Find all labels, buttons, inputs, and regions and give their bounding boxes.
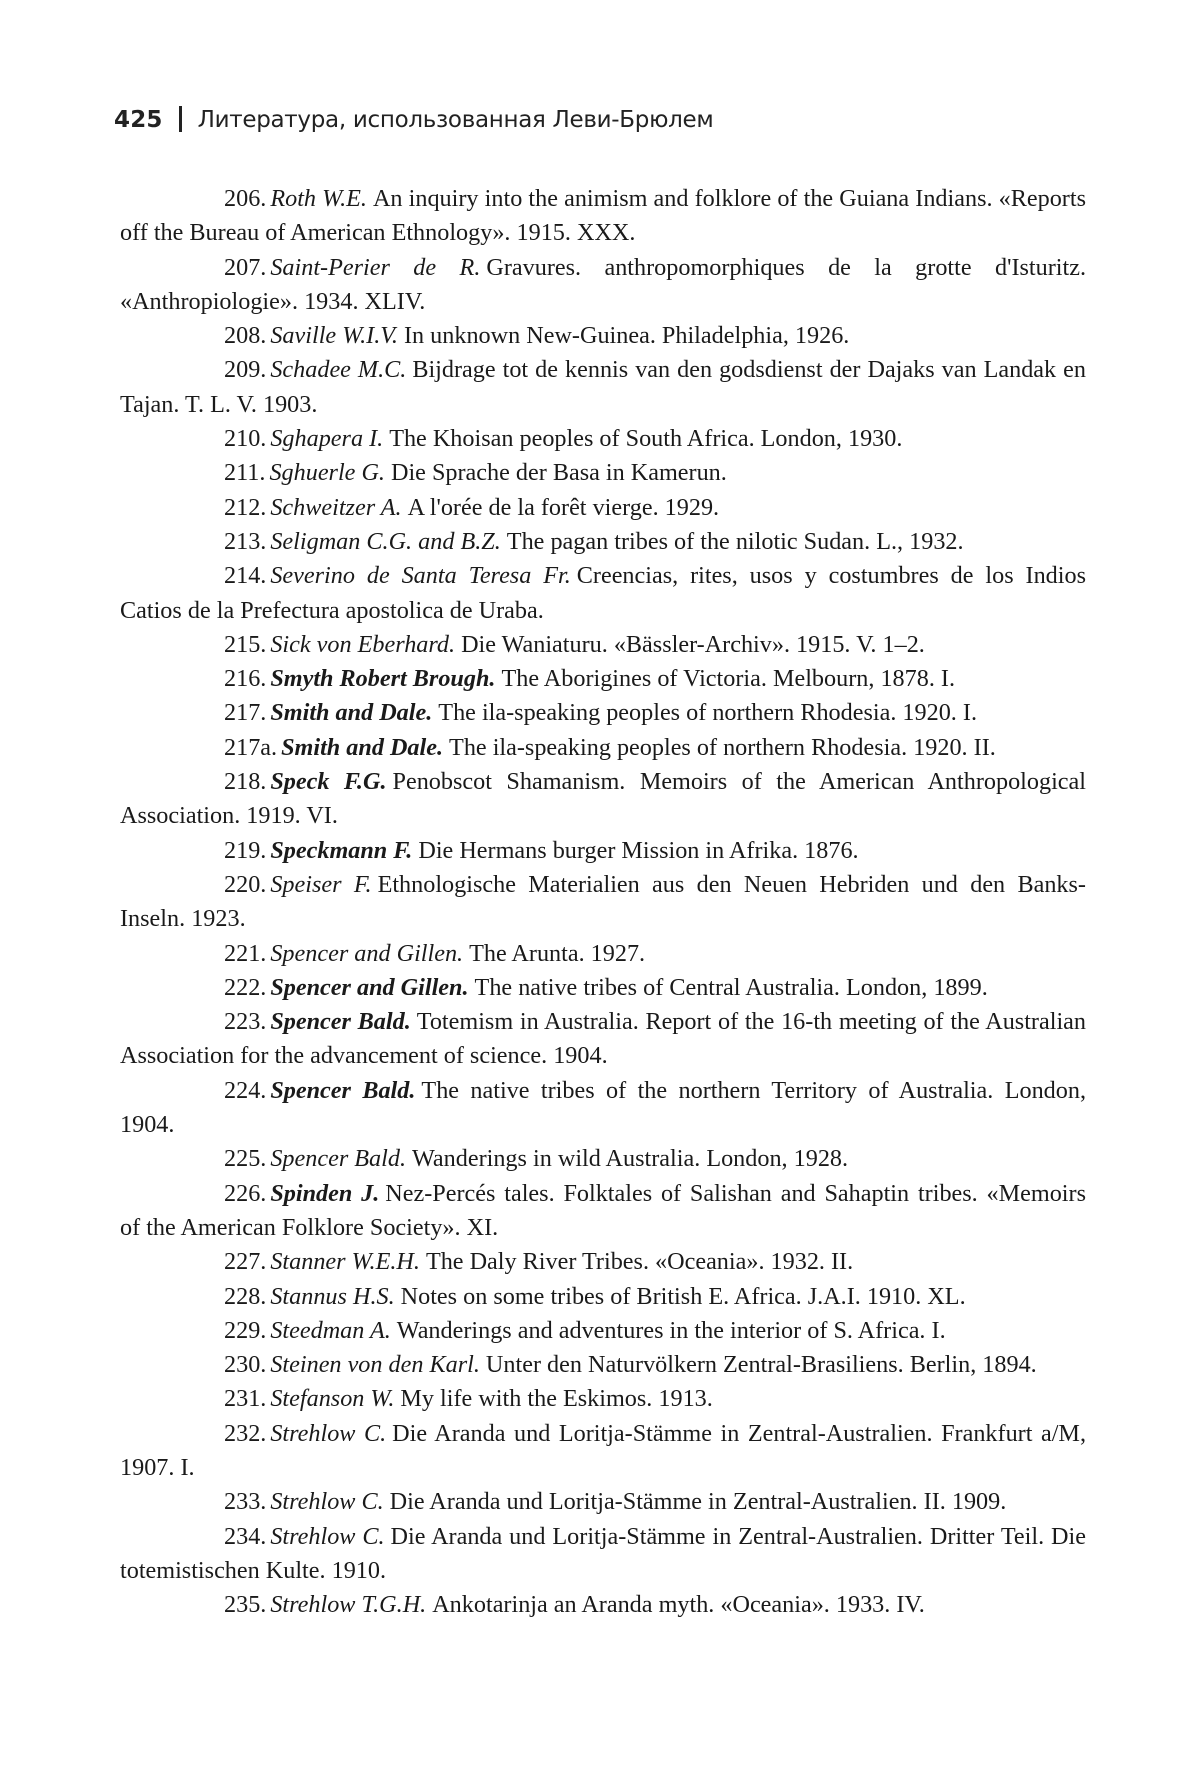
reference-author: Speckmann F. bbox=[270, 836, 413, 864]
page-number: 425 bbox=[114, 107, 163, 133]
reference-number: 217. bbox=[224, 699, 267, 727]
reference-entry bbox=[120, 1074, 1086, 1143]
reference-text: Die Aranda und Loritja-Stämme in Zentral-Australien. II. 1909. bbox=[389, 1488, 1007, 1516]
reference-entry bbox=[120, 1142, 1086, 1176]
reference-number: 215. bbox=[224, 630, 267, 658]
running-header bbox=[114, 106, 713, 133]
reference-text: Nez-Percés tales. Folktales of Salishan and Sahaptin tribes. «Memoirs of the American Folklore Society». XI. bbox=[120, 1179, 1086, 1241]
reference-number: 209. bbox=[224, 356, 267, 384]
reference-number: 235. bbox=[224, 1591, 267, 1619]
reference-number: 214. bbox=[224, 562, 267, 590]
reference-number: 222. bbox=[224, 973, 267, 1001]
reference-author: Spencer and Gillen. bbox=[270, 973, 469, 1001]
reference-entry bbox=[120, 696, 1086, 730]
reference-author: Schadee M.C. bbox=[270, 356, 407, 384]
reference-author: Spencer Bald. bbox=[270, 1076, 416, 1104]
reference-text: Die Aranda und Loritja-Stämme in Zentral-Australien. Frankfurt a/M, 1907. I. bbox=[120, 1419, 1086, 1481]
reference-author: Spencer Bald. bbox=[270, 1145, 407, 1173]
reference-text: Die Hermans burger Mission in Afrika. 1876. bbox=[418, 836, 859, 864]
reference-number: 219. bbox=[224, 836, 267, 864]
reference-text: In unknown New-Guinea. Philadelphia, 1926. bbox=[403, 322, 850, 350]
reference-number: 223. bbox=[224, 1008, 267, 1036]
reference-author: Smyth Robert Brough. bbox=[270, 665, 496, 693]
reference-entry bbox=[120, 1177, 1086, 1246]
reference-author: Stefanson W. bbox=[270, 1385, 395, 1413]
reference-number: 211. bbox=[224, 459, 266, 487]
reference-number: 216. bbox=[224, 665, 267, 693]
reference-author: Smith and Dale. bbox=[281, 733, 444, 761]
reference-text: A l'orée de la forêt vierge. 1929. bbox=[407, 493, 720, 521]
reference-number: 207. bbox=[224, 253, 267, 281]
reference-entry bbox=[120, 251, 1086, 320]
reference-text: Wanderings in wild Australia. London, 1928. bbox=[412, 1145, 849, 1173]
reference-entry bbox=[120, 1005, 1086, 1074]
reference-author: Strehlow C. bbox=[270, 1522, 385, 1550]
reference-entry bbox=[120, 1348, 1086, 1382]
header-divider bbox=[179, 106, 182, 132]
reference-text: Notes on some tribes of British E. Africa. J.A.I. 1910. XL. bbox=[400, 1282, 966, 1310]
reference-text: Gravures. anthropomorphiques de la grotte d'Isturitz. «Anthropiologie». 1934. XLIV. bbox=[120, 253, 1087, 315]
reference-entry bbox=[120, 765, 1086, 834]
reference-author: Sghapera I. bbox=[270, 425, 384, 453]
reference-text: The Daly River Tribes. «Oceania». 1932. II. bbox=[425, 1248, 854, 1276]
reference-text: Ankotarinja an Aranda myth. «Oceania». 1933. IV. bbox=[432, 1591, 925, 1619]
reference-text: Bijdrage tot de kennis van den godsdienst der Dajaks van Landak en Tajan. T. L. V. 1903. bbox=[120, 356, 1086, 418]
reference-author: Schweitzer A. bbox=[270, 493, 402, 521]
reference-text: Unter den Naturvölkern Zentral-Brasiliens. Berlin, 1894. bbox=[485, 1351, 1037, 1379]
reference-entry bbox=[120, 1588, 1086, 1622]
reference-text: The pagan tribes of the nilotic Sudan. L., 1932. bbox=[506, 527, 964, 555]
reference-author: Steinen von den Karl. bbox=[270, 1351, 480, 1379]
reference-number: 220. bbox=[224, 870, 267, 898]
reference-text: An inquiry into the animism and folklore of the Guiana Indians. «Reports off the Bureau of American Ethnology». 1915. XXX. bbox=[120, 185, 1086, 247]
reference-number: 218. bbox=[224, 768, 267, 796]
reference-text: Creencias, rites, usos y costumbres de los Indios Catios de la Prefectura apostolica de Uraba. bbox=[120, 562, 1086, 624]
reference-entry bbox=[120, 525, 1086, 559]
reference-text: The native tribes of Central Australia. London, 1899. bbox=[474, 973, 988, 1001]
reference-text: The Aborigines of Victoria. Melbourn, 1878. I. bbox=[501, 665, 956, 693]
reference-author: Spinden J. bbox=[270, 1179, 380, 1207]
reference-number: 213. bbox=[224, 527, 267, 555]
reference-author: Saville W.I.V. bbox=[270, 322, 398, 350]
reference-number: 226. bbox=[224, 1179, 267, 1207]
reference-entry bbox=[120, 353, 1086, 422]
running-title: Литература, использованная Леви-Брюлем bbox=[197, 107, 714, 133]
reference-author: Stanner W.E.H. bbox=[270, 1248, 420, 1276]
reference-number: 234. bbox=[224, 1522, 267, 1550]
reference-entry bbox=[120, 834, 1086, 868]
reference-number: 210. bbox=[224, 425, 267, 453]
reference-entry bbox=[120, 1417, 1086, 1486]
reference-entry bbox=[120, 319, 1086, 353]
reference-number: 212. bbox=[224, 493, 267, 521]
reference-entry bbox=[120, 456, 1086, 490]
reference-entry bbox=[120, 1485, 1086, 1519]
reference-entry bbox=[120, 422, 1086, 456]
reference-author: Spencer Bald. bbox=[270, 1008, 411, 1036]
reference-author: Stannus H.S. bbox=[270, 1282, 395, 1310]
reference-text: Wanderings and adventures in the interior of S. Africa. I. bbox=[396, 1316, 946, 1344]
reference-entry bbox=[120, 731, 1086, 765]
reference-list bbox=[120, 182, 1086, 1622]
reference-entry bbox=[120, 1245, 1086, 1279]
reference-author: Strehlow C. bbox=[270, 1419, 387, 1447]
reference-text: The native tribes of the northern Territory of Australia. London, 1904. bbox=[120, 1076, 1086, 1139]
reference-text: The ila-speaking peoples of northern Rhodesia. 1920. II. bbox=[449, 733, 996, 761]
reference-text: Ethnologische Materialien aus den Neuen Hebriden und den Banks-Inseln. 1923. bbox=[120, 870, 1086, 933]
reference-text: Die Aranda und Loritja-Stämme in Zentral-Australien. Dritter Teil. Die totemistischen Kulte. 1910. bbox=[120, 1522, 1086, 1584]
reference-number: 230. bbox=[224, 1351, 267, 1379]
reference-text: The Khoisan peoples of South Africa. London, 1930. bbox=[389, 425, 903, 453]
reference-entry bbox=[120, 182, 1086, 251]
reference-author: Strehlow C. bbox=[270, 1488, 384, 1516]
reference-author: Sghuerle G. bbox=[269, 459, 385, 487]
reference-author: Speiser F. bbox=[270, 870, 372, 898]
reference-text: Totemism in Australia. Report of the 16-th meeting of the Australian Association for the advancement of science. 1904. bbox=[120, 1008, 1086, 1070]
reference-entry bbox=[120, 1382, 1086, 1416]
reference-author: Strehlow T.G.H. bbox=[270, 1591, 427, 1619]
reference-number: 208. bbox=[224, 322, 267, 350]
reference-number: 229. bbox=[224, 1316, 267, 1344]
reference-entry bbox=[120, 628, 1086, 662]
reference-author: Smith and Dale. bbox=[270, 699, 433, 727]
reference-text: Die Sprache der Basa in Kamerun. bbox=[390, 459, 727, 487]
reference-text: The ila-speaking peoples of northern Rhodesia. 1920. I. bbox=[438, 699, 978, 727]
reference-author: Steedman A. bbox=[270, 1316, 391, 1344]
reference-entry bbox=[120, 868, 1086, 937]
reference-entry bbox=[120, 559, 1086, 628]
reference-number: 221. bbox=[224, 939, 267, 967]
reference-author: Severino de Santa Teresa Fr. bbox=[270, 562, 571, 590]
reference-author: Saint-Perier de R. bbox=[270, 253, 481, 281]
reference-author: Spencer and Gillen. bbox=[270, 939, 464, 967]
reference-number: 232. bbox=[224, 1419, 267, 1447]
reference-entry bbox=[120, 1280, 1086, 1314]
reference-number: 227. bbox=[224, 1248, 267, 1276]
reference-number: 206. bbox=[224, 185, 267, 212]
reference-text: Penobscot Shamanism. Memoirs of the American Anthropological Association. 1919. VI. bbox=[120, 768, 1086, 830]
reference-author: Roth W.E. bbox=[270, 185, 367, 212]
reference-entry bbox=[120, 971, 1086, 1005]
reference-entry bbox=[120, 491, 1086, 525]
reference-entry bbox=[120, 937, 1086, 971]
reference-text: Die Waniaturu. «Bässler-Archiv». 1915. V. 1–2. bbox=[461, 630, 925, 658]
reference-number: 217a. bbox=[224, 733, 278, 761]
reference-author: Seligman C.G. and B.Z. bbox=[270, 527, 501, 555]
reference-entry bbox=[120, 1520, 1086, 1589]
reference-number: 225. bbox=[224, 1145, 267, 1173]
reference-number: 233. bbox=[224, 1488, 267, 1516]
reference-text: The Arunta. 1927. bbox=[469, 939, 646, 967]
reference-number: 224. bbox=[224, 1076, 267, 1104]
reference-entry bbox=[120, 1314, 1086, 1348]
reference-author: Speck F.G. bbox=[270, 768, 387, 796]
reference-number: 228. bbox=[224, 1282, 267, 1310]
reference-author: Sick von Eberhard. bbox=[270, 630, 456, 658]
reference-entry bbox=[120, 662, 1086, 696]
reference-number: 231. bbox=[224, 1385, 267, 1413]
reference-text: My life with the Eskimos. 1913. bbox=[400, 1385, 713, 1413]
